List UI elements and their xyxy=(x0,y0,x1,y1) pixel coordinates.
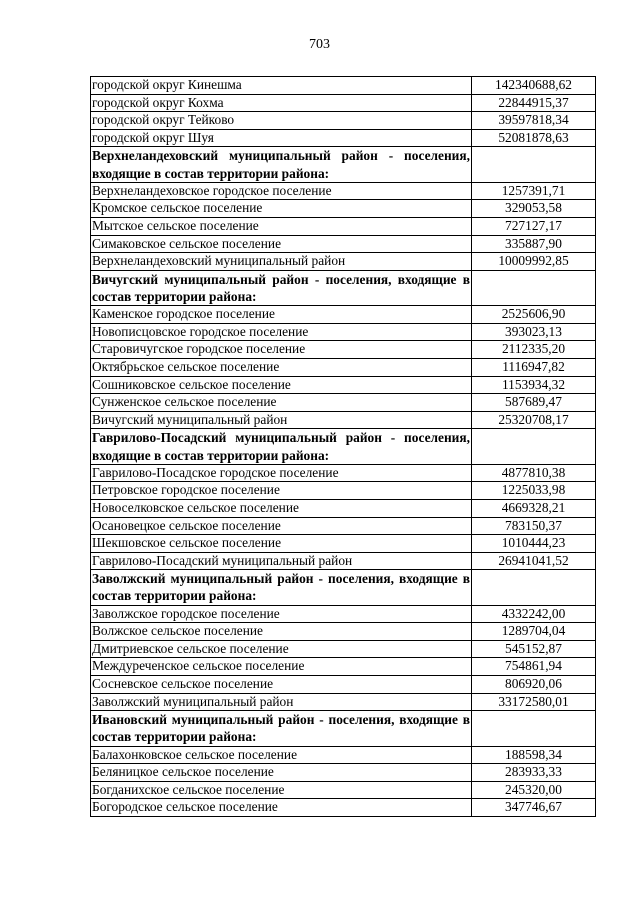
amount-cell: 1289704,04 xyxy=(472,623,596,641)
amount-cell: 393023,13 xyxy=(472,323,596,341)
settlement-name-cell: Дмитриевское сельское поселение xyxy=(91,640,472,658)
district-header-cell: Верхнеландеховский муниципальный район - поселения, входящие в состав территории района: xyxy=(92,148,470,181)
table-row xyxy=(91,94,596,112)
table-row xyxy=(91,112,596,130)
settlement-name-cell: Петровское городское поселение xyxy=(91,482,472,500)
settlement-name-cell: Гаврилово-Посадский муниципальный район xyxy=(91,552,472,570)
table-row xyxy=(91,235,596,253)
settlement-name-cell: городской округ Кохма xyxy=(91,94,472,112)
amount-cell: 4332242,00 xyxy=(472,605,596,623)
amount-cell: 283933,33 xyxy=(472,764,596,782)
table-row xyxy=(91,482,596,500)
table-row xyxy=(91,200,596,218)
settlement-name-cell: городской округ Кинешма xyxy=(91,77,472,95)
allocation-table xyxy=(90,76,596,817)
settlement-name-cell: Волжское сельское поселение xyxy=(91,623,472,641)
settlement-name-cell: Верхнеландеховский муниципальный район xyxy=(91,253,472,271)
amount-cell: 347746,67 xyxy=(472,799,596,817)
settlement-name-cell: Беляницкое сельское поселение xyxy=(91,764,472,782)
settlement-name-cell: Заволжское городское поселение xyxy=(91,605,472,623)
settlement-name-cell: Каменское городское поселение xyxy=(91,306,472,324)
district-header-row xyxy=(91,429,596,464)
settlement-name-cell: Вичугский муниципальный район xyxy=(91,411,472,429)
amount-cell: 2112335,20 xyxy=(472,341,596,359)
allocation-table-body xyxy=(91,77,596,817)
settlement-name-cell: Междуреченское сельское поселение xyxy=(91,658,472,676)
settlement-name-cell: Заволжский муниципальный район xyxy=(91,693,472,711)
settlement-name-cell: Богданихское сельское поселение xyxy=(91,781,472,799)
amount-cell xyxy=(472,570,596,605)
amount-cell: 4877810,38 xyxy=(472,464,596,482)
settlement-name-cell: Богородское сельское поселение xyxy=(91,799,472,817)
table-row xyxy=(91,411,596,429)
table-row xyxy=(91,464,596,482)
settlement-name-cell: Новописцовское городское поселение xyxy=(91,323,472,341)
table-row xyxy=(91,499,596,517)
table-row xyxy=(91,129,596,147)
amount-cell: 26941041,52 xyxy=(472,552,596,570)
table-row xyxy=(91,640,596,658)
district-header-cell: Ивановский муниципальный район - поселения, входящие в состав территории района: xyxy=(92,712,470,745)
settlement-name-cell: Новоселковское сельское поселение xyxy=(91,499,472,517)
district-header-cell: Гаврилово-Посадский муниципальный район - поселения, входящие в состав территории района: xyxy=(92,430,470,463)
table-row xyxy=(91,358,596,376)
page-number: 703 xyxy=(309,37,330,52)
table-row xyxy=(91,394,596,412)
table-row xyxy=(91,764,596,782)
table-row xyxy=(91,693,596,711)
table-row xyxy=(91,623,596,641)
table-row xyxy=(91,517,596,535)
settlement-name-cell: Симаковское сельское поселение xyxy=(91,235,472,253)
amount-cell: 1225033,98 xyxy=(472,482,596,500)
table-row xyxy=(91,676,596,694)
district-header-row xyxy=(91,147,596,182)
table-row xyxy=(91,253,596,271)
district-header-cell: Вичугский муниципальный район - поселения, входящие в состав территории района: xyxy=(92,271,470,304)
amount-cell: 39597818,34 xyxy=(472,112,596,130)
amount-cell: 25320708,17 xyxy=(472,411,596,429)
amount-cell: 2525606,90 xyxy=(472,306,596,324)
settlement-name-cell: Верхнеландеховское городское поселение xyxy=(91,182,472,200)
settlement-name-cell: Старовичугское городское поселение xyxy=(91,341,472,359)
settlement-name-cell: Октябрьское сельское поселение xyxy=(91,358,472,376)
amount-cell: 188598,34 xyxy=(472,746,596,764)
amount-cell: 1116947,82 xyxy=(472,358,596,376)
settlement-name-cell: Шекшовское сельское поселение xyxy=(91,535,472,553)
district-header-cell: Заволжский муниципальный район - поселения, входящие в состав территории района: xyxy=(92,571,470,604)
amount-cell: 727127,17 xyxy=(472,217,596,235)
district-header-row xyxy=(91,270,596,305)
settlement-name-cell: Кромское сельское поселение xyxy=(91,200,472,218)
table-row xyxy=(91,746,596,764)
table-row xyxy=(91,376,596,394)
table-row xyxy=(91,552,596,570)
table-row xyxy=(91,323,596,341)
table-row xyxy=(91,799,596,817)
amount-cell: 783150,37 xyxy=(472,517,596,535)
amount-cell: 1010444,23 xyxy=(472,535,596,553)
settlement-name-cell: Балахонковское сельское поселение xyxy=(91,746,472,764)
table-row xyxy=(91,658,596,676)
amount-cell xyxy=(472,429,596,464)
settlement-name-cell: городской округ Тейково xyxy=(91,112,472,130)
amount-cell: 52081878,63 xyxy=(472,129,596,147)
amount-cell: 245320,00 xyxy=(472,781,596,799)
table-row xyxy=(91,182,596,200)
amount-cell xyxy=(472,270,596,305)
amount-cell: 1257391,71 xyxy=(472,182,596,200)
amount-cell: 22844915,37 xyxy=(472,94,596,112)
amount-cell: 329053,58 xyxy=(472,200,596,218)
district-header-row xyxy=(91,570,596,605)
settlement-name-cell: Сосневское сельское поселение xyxy=(91,676,472,694)
settlement-name-cell: Гаврилово-Посадское городское поселение xyxy=(91,464,472,482)
table-row xyxy=(91,217,596,235)
settlement-name-cell: Сошниковское сельское поселение xyxy=(91,376,472,394)
table-row xyxy=(91,605,596,623)
amount-cell: 754861,94 xyxy=(472,658,596,676)
amount-cell: 335887,90 xyxy=(472,235,596,253)
settlement-name-cell: Сунженское сельское поселение xyxy=(91,394,472,412)
table-row xyxy=(91,341,596,359)
amount-cell xyxy=(472,147,596,182)
amount-cell: 1153934,32 xyxy=(472,376,596,394)
settlement-name-cell: городской округ Шуя xyxy=(91,129,472,147)
amount-cell: 4669328,21 xyxy=(472,499,596,517)
amount-cell: 10009992,85 xyxy=(472,253,596,271)
table-row xyxy=(91,781,596,799)
amount-cell: 33172580,01 xyxy=(472,693,596,711)
district-header-row xyxy=(91,711,596,746)
settlement-name-cell: Осановецкое сельское поселение xyxy=(91,517,472,535)
amount-cell: 545152,87 xyxy=(472,640,596,658)
amount-cell: 806920,06 xyxy=(472,676,596,694)
table-row xyxy=(91,535,596,553)
amount-cell: 142340688,62 xyxy=(472,77,596,95)
amount-cell: 587689,47 xyxy=(472,394,596,412)
table-row xyxy=(91,306,596,324)
table-row xyxy=(91,77,596,95)
amount-cell xyxy=(472,711,596,746)
settlement-name-cell: Мытское сельское поселение xyxy=(91,217,472,235)
